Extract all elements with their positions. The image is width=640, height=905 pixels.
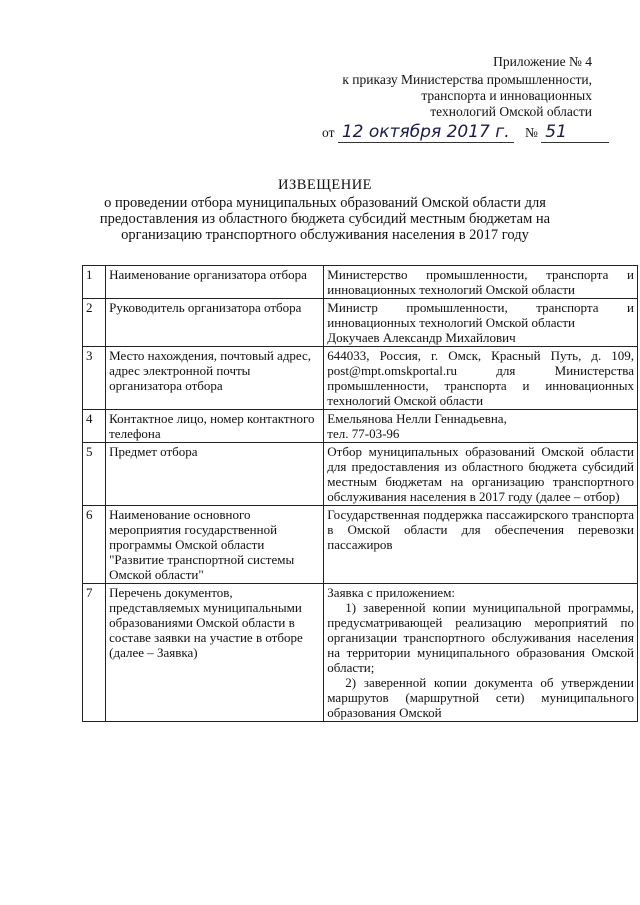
title-line-2: предоставления из областного бюджета субсидий местным бюджетам на xyxy=(99,211,551,227)
row-number: 5 xyxy=(83,443,106,506)
row-value-paragraph: Докучаев Александр Михайлович xyxy=(327,330,516,345)
document-title xyxy=(70,177,580,243)
handwritten-number: 51 xyxy=(541,122,609,143)
table-row xyxy=(83,584,638,722)
order-date-line xyxy=(322,122,602,143)
row-number: 2 xyxy=(83,299,106,347)
row-value-paragraph: 644033, Россия, г. Омск, Красный Путь, д. 109, post@mpt.omskportal.ru для Министерства промышленности, транспорта и инновационных технологий Омской области xyxy=(327,348,634,408)
appendix-label: Приложение № 4 xyxy=(493,54,592,69)
table-row xyxy=(83,443,638,506)
order-header xyxy=(292,54,592,120)
table-row xyxy=(83,506,638,584)
order-reference-line-3: технологий Омской области xyxy=(430,104,592,119)
row-label: Предмет отбора xyxy=(106,443,324,506)
order-reference-line-1: к приказу Министерства промышленности, xyxy=(342,72,592,87)
row-label: Контактное лицо, номер контактного телефона xyxy=(106,410,324,443)
row-value xyxy=(324,443,638,506)
row-number: 7 xyxy=(83,584,106,722)
row-value-paragraph: Емельянова Нелли Геннадьевна, xyxy=(327,411,507,426)
row-value-paragraph: Министр промышленности, транспорта и инновационных технологий Омской области xyxy=(327,300,634,330)
row-value-paragraph: 2) заверенной копии документа об утверждении маршрутов (маршрутной сети) муниципального образования Омской xyxy=(327,675,634,720)
table-row xyxy=(83,347,638,410)
row-number: 1 xyxy=(83,266,106,299)
row-number: 4 xyxy=(83,410,106,443)
notice-table xyxy=(82,265,638,722)
row-value-paragraph: Министерство промышленности, транспорта и инновационных технологий Омской области xyxy=(327,267,634,297)
order-reference-line-2: транспорта и инновационных xyxy=(421,88,592,103)
row-label: Наименование основного мероприятия государственной программы Омской области "Развитие транспортной системы Омской области" xyxy=(106,506,324,584)
notice-heading: ИЗВЕЩЕНИЕ xyxy=(277,177,373,193)
row-value-paragraph: Заявка с приложением: xyxy=(327,585,456,600)
row-number: 6 xyxy=(83,506,106,584)
row-value xyxy=(324,299,638,347)
table-body xyxy=(83,266,638,722)
row-value xyxy=(324,584,638,722)
number-label: № xyxy=(524,125,538,140)
date-prefix: от xyxy=(322,125,335,140)
title-line-1: о проведении отбора муниципальных образований Омской области для xyxy=(104,195,546,211)
row-value-paragraph: 1) заверенной копии муниципальной программы, предусматривающей реализацию мероприятий по организации транспортного обслуживания населения на территории муниципального образования Омской области; xyxy=(327,600,634,675)
row-value xyxy=(324,266,638,299)
row-label: Перечень документов, представляемых муниципальными образованиями Омской области в составе заявки на участие в отборе (далее – Заявка) xyxy=(106,584,324,722)
row-label: Руководитель организатора отбора xyxy=(106,299,324,347)
row-value xyxy=(324,410,638,443)
row-value-paragraph: Отбор муниципальных образований Омской области для предоставления из областного бюджета субсидий местным бюджетам на организацию транспортного обслуживания населения в 2017 году (далее – отбор) xyxy=(327,444,634,504)
row-number: 3 xyxy=(83,347,106,410)
table-row xyxy=(83,299,638,347)
table-row xyxy=(83,266,638,299)
row-value-paragraph: Государственная поддержка пассажирского транспорта в Омской области для обеспечения перевозки пассажиров xyxy=(327,507,634,552)
row-label: Место нахождения, почтовый адрес, адрес электронной почты организатора отбора xyxy=(106,347,324,410)
title-line-3: организацию транспортного обслуживания населения в 2017 году xyxy=(121,227,529,243)
row-value xyxy=(324,347,638,410)
row-label: Наименование организатора отбора xyxy=(106,266,324,299)
row-value-paragraph: тел. 77-03-96 xyxy=(327,426,400,441)
table-row xyxy=(83,410,638,443)
row-value xyxy=(324,506,638,584)
handwritten-date: 12 октября 2017 г. xyxy=(338,122,514,143)
